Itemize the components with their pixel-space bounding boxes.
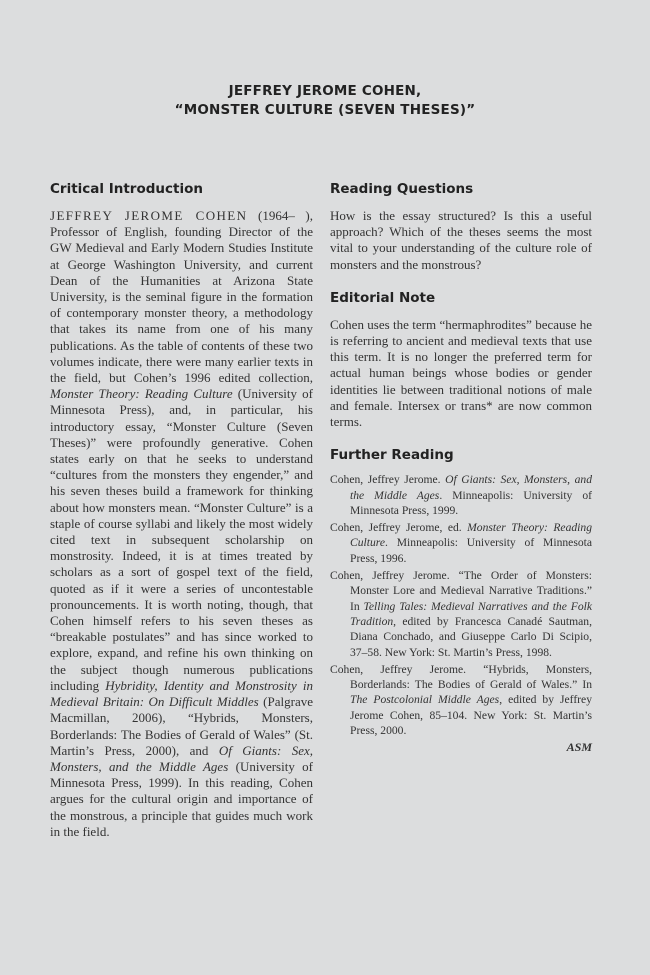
- reference-item: Cohen, Jeffrey Jerome. “The Order of Monsters: Monster Lore and Medieval Narrative Traditions.” In Telling Tales: Medieval Narratives and the Folk Tradition, edited by Francesca Canadé Sautman, Diana Conchado, and Giuseppe Carlo Di Scipio, 37–58. New York: St. Martin’s Press, 1998.: [330, 569, 592, 659]
- title-line-2: “MONSTER CULTURE (SEVEN THESES)”: [174, 102, 476, 118]
- title-line-1: JEFFREY JEROME COHEN,: [228, 83, 422, 99]
- left-column: [50, 178, 313, 840]
- further-reading-heading: Further Reading: [330, 447, 454, 464]
- editorial-note-section: [330, 287, 592, 430]
- reference-item: Cohen, Jeffrey Jerome. “Hybrids, Monsters, Borderlands: The Bodies of Gerald of Wales.” In The Postcolonial Middle Ages, edited by Jeffrey Jerome Cohen, 85–104. New York: St. Martin’s Press, 2000.: [330, 662, 592, 737]
- book-title: Of Giants: Sex, Monsters, and the Middle Ages: [50, 742, 313, 774]
- reference-item: Cohen, Jeffrey Jerome, ed. Monster Theory: Reading Culture. Minneapolis: University of Minnesota Press, 1996.: [330, 521, 592, 565]
- reading-questions-heading: Reading Questions: [330, 181, 474, 197]
- book-title: Monster Theory: Reading Culture: [50, 386, 233, 402]
- further-reading-section: [330, 444, 592, 755]
- critical-introduction-heading: Critical Introduction: [50, 181, 203, 197]
- reading-questions-section: [330, 178, 592, 273]
- critical-introduction-text: JEFFREY JEROME COHEN (1964– ), Professor of English, founding Director of the GW Medieval and Early Modern Studies Institute at George Washington University, and current Dean of the Humanities at Arizona State University, is the seminal figure in the formation of contemporary monster theory, a methodology that takes its name from one of his many publications. As the table of contents of these two volumes indicate, there were many earlier texts in the field, but Cohen’s 1996 edited collection, Monster Theory: Reading Culture (University of Minnesota Press), and, in particular, his introductory essay, “Monster Culture (Seven Theses)” were profoundly generative. Cohen states early on that he seeks to understand “cultures from the monsters they engender,” and his seven theses build a framework for thinking about how monsters mean. “Monster Culture” is a staple of course syllabi and likely the most widely cited text in subsequent scholarship on monstrosity. Indeed, it is at times treated by scholars as a sort of gospel text of the field, quoted as if it were a series of uncontestable pronouncements. It is worth noting, though, that Cohen himself refers to his seven theses as “breakable postulates” and has since worked to explore, expand, and refine his own thinking on the subject though numerous publications including Hybridity, Identity and Monstrosity in Medieval Britain: On Difficult Middles (Palgrave Macmillan, 2006), “Hybrids, Monsters, Borderlands: The Bodies of Gerald of Wales” (St. Martin’s Press, 2000), and Of Giants: Sex, Monsters, and the Middle Ages (University of Minnesota Press, 1999). In this reading, Cohen argues for the cultural origin and importance of the monstrous, a principle that guides much work in the field.: [50, 208, 313, 839]
- editorial-note-heading: Editorial Note: [330, 289, 436, 306]
- author-name: JEFFREY JEROME COHEN: [50, 208, 248, 223]
- author-signature: ASM: [566, 740, 592, 755]
- reading-questions-text: How is the essay structured? Is this a useful approach? Which of the theses seems the most vital to your understanding of the culture role of monsters and the monstrous?: [330, 208, 592, 272]
- page-title: [0, 82, 650, 120]
- right-column: [330, 178, 592, 755]
- editorial-note-text: Cohen uses the term “hermaphrodites” because he is referring to ancient and medieval texts that use this term. It is no longer the preferred term for actual human beings whose bodies or gender identities lie between traditional notions of male and female. Intersex or trans* are now common terms.: [330, 316, 592, 430]
- reference-item: Cohen, Jeffrey Jerome. Of Giants: Sex, Monsters, and the Middle Ages. Minneapolis: University of Minnesota Press, 1999.: [330, 473, 592, 517]
- reference-list: [330, 472, 592, 738]
- book-title: Hybridity, Identity and Monstrosity in Medieval Britain: On Difficult Middles: [50, 677, 313, 710]
